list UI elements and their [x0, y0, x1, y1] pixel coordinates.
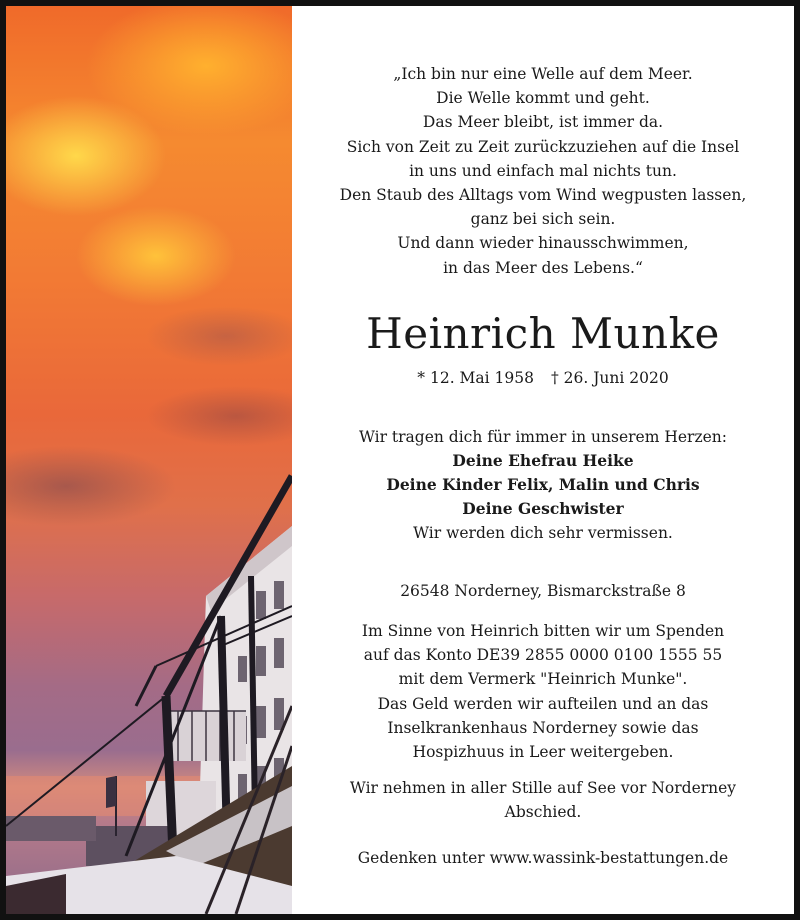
family-wife: Deine Ehefrau Heike [452, 451, 634, 470]
family-children: Deine Kinder Felix, Malin und Chris [386, 475, 700, 494]
donation-line: auf das Konto DE39 2855 0000 0100 1555 55 [363, 646, 723, 665]
donation-line: mit dem Vermerk "Heinrich Munke". [398, 670, 688, 689]
poem-line: Den Staub des Alltags vom Wind wegpusten lassen, [339, 186, 747, 205]
poem-line: Sich von Zeit zu Zeit zurückzuziehen auf die Insel [346, 137, 740, 156]
mourning-address: 26548 Norderney, Bismarckstraße 8 [400, 582, 686, 600]
sunset-harbor-photo [6, 6, 292, 914]
family-intro: Wir tragen dich für immer in unserem Herzen: [358, 428, 728, 446]
harbor-silhouette [6, 6, 292, 914]
obituary-text [292, 6, 794, 914]
birth-date: * 12. Mai 1958 [417, 369, 534, 387]
donation-notice [292, 619, 794, 764]
donation-line: Das Geld werden wir aufteilen und an das [377, 694, 709, 713]
farewell-line: Abschied. [504, 803, 582, 821]
memorial-website: Gedenken unter www.wassink-bestattungen.de [357, 849, 729, 867]
poem-line: ganz bei sich sein. [470, 210, 616, 229]
poem-quote [292, 62, 794, 280]
donation-line: Im Sinne von Heinrich bitten wir um Spenden [361, 622, 725, 640]
farewell-notice [292, 776, 794, 824]
family-mourners [292, 425, 794, 545]
donation-line: Inselkrankenhaus Norderney sowie das [387, 718, 699, 737]
poem-line: Die Welle kommt und geht. [436, 89, 650, 108]
poem-line: Das Meer bleibt, ist immer da. [422, 113, 664, 132]
death-date: † 26. Juni 2020 [550, 369, 669, 387]
family-closing: Wir werden dich sehr vermissen. [413, 524, 673, 542]
farewell-line: Wir nehmen in aller Stille auf See vor Norderney [349, 779, 737, 797]
poem-line: „Ich bin nur eine Welle auf dem Meer. [393, 65, 693, 83]
poem-line: in uns und einfach mal nichts tun. [409, 161, 677, 180]
poem-line: in das Meer des Lebens.“ [443, 258, 643, 277]
donation-line: Hospizhuus in Leer weitergeben. [412, 743, 674, 762]
poem-line: Und dann wieder hinausschwimmen, [397, 234, 689, 253]
family-siblings: Deine Geschwister [462, 499, 624, 518]
deceased-name: Heinrich Munke [366, 309, 720, 358]
life-dates [292, 366, 794, 390]
